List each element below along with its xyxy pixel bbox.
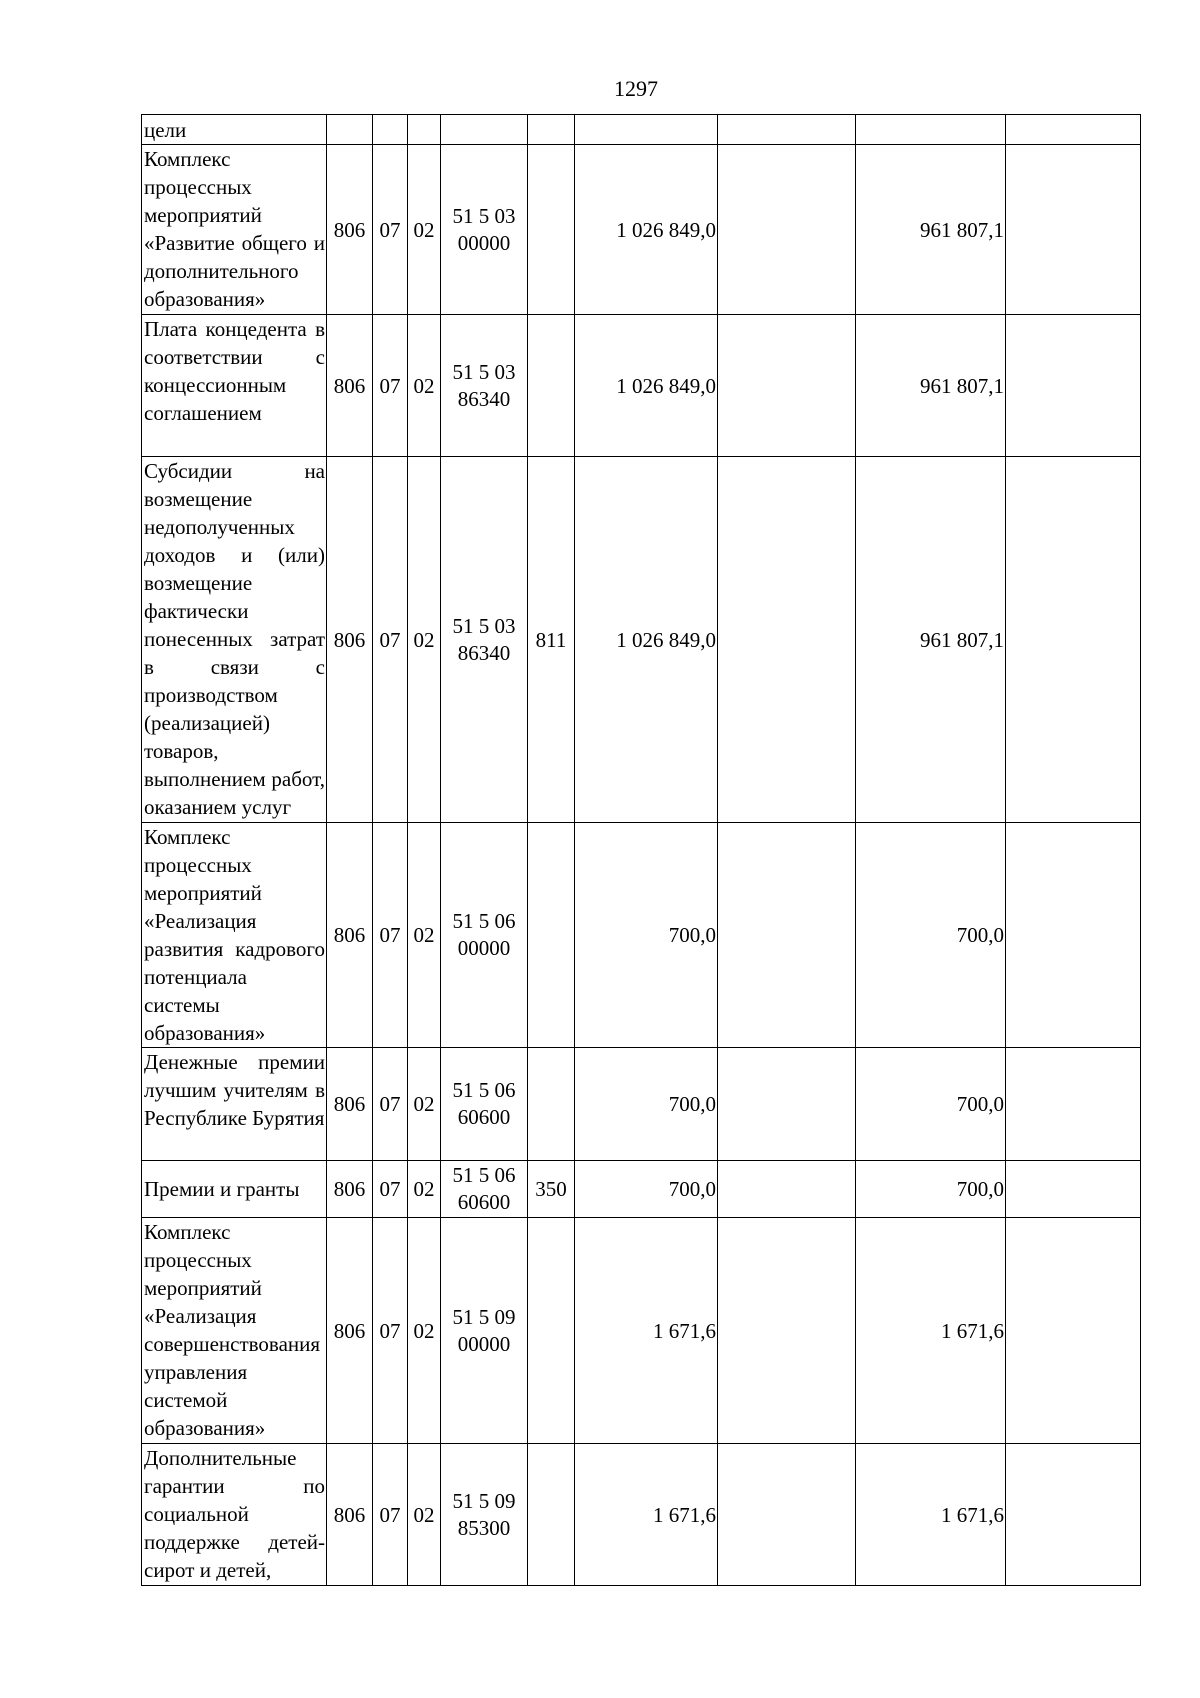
cell-col7: [718, 823, 856, 1048]
cell-sum1: 700,0: [575, 1048, 718, 1161]
cell-col7: [718, 1048, 856, 1161]
cell-col7: [718, 115, 856, 145]
cell-vr: [528, 115, 575, 145]
page-number: 1297: [614, 76, 658, 101]
cell-pr: 02: [408, 1218, 441, 1444]
cell-rz: 07: [373, 1444, 408, 1586]
cell-vr: [528, 1444, 575, 1586]
row-name: Комплекс процессных мероприятий «Развитие общего и дополнительного образования»: [142, 145, 327, 315]
cell-csr: 51 5 06 60600: [441, 1161, 528, 1218]
table-body: [142, 115, 1141, 1586]
cell-pr: 02: [408, 315, 441, 457]
cell-col7: [718, 315, 856, 457]
cell-pr: 02: [408, 457, 441, 823]
cell-sum2: 1 671,6: [856, 1218, 1006, 1444]
cell-col7: [718, 1218, 856, 1444]
cell-sum1: 700,0: [575, 823, 718, 1048]
cell-sum2: 961 807,1: [856, 457, 1006, 823]
cell-col9: [1006, 145, 1141, 315]
cell-col9: [1006, 823, 1141, 1048]
cell-col7: [718, 145, 856, 315]
cell-pr: 02: [408, 1048, 441, 1161]
cell-pr: 02: [408, 145, 441, 315]
row-name: Дополнительные гарантии по социальной поддержке детей-сирот и детей,: [142, 1444, 327, 1586]
cell-rz: [373, 115, 408, 145]
cell-sum1: 700,0: [575, 1161, 718, 1218]
cell-vr: [528, 315, 575, 457]
cell-sum1: [575, 115, 718, 145]
cell-vr: 811: [528, 457, 575, 823]
cell-col9: [1006, 1161, 1141, 1218]
table-row: [142, 823, 1141, 1048]
cell-csr: 51 5 03 86340: [441, 457, 528, 823]
cell-sum2: [856, 115, 1006, 145]
cell-csr: 51 5 09 00000: [441, 1218, 528, 1444]
cell-col9: [1006, 457, 1141, 823]
cell-sum1: 1 026 849,0: [575, 315, 718, 457]
cell-gr: 806: [327, 1218, 373, 1444]
cell-sum2: 700,0: [856, 823, 1006, 1048]
cell-csr: 51 5 06 60600: [441, 1048, 528, 1161]
cell-gr: 806: [327, 823, 373, 1048]
cell-gr: 806: [327, 315, 373, 457]
row-name: Субсидии на возмещение недополученных доходов и (или) возмещение фактически понесенных затрат в связи с производством (реализацией) товаров, выполнением работ, оказанием услуг: [142, 457, 327, 823]
cell-csr: 51 5 09 85300: [441, 1444, 528, 1586]
row-name: Премии и гранты: [142, 1161, 327, 1218]
cell-pr: 02: [408, 823, 441, 1048]
cell-rz: 07: [373, 315, 408, 457]
cell-csr: 51 5 03 86340: [441, 315, 528, 457]
row-name: цели: [142, 115, 327, 145]
cell-sum1: 1 671,6: [575, 1444, 718, 1586]
cell-pr: [408, 115, 441, 145]
cell-col9: [1006, 1444, 1141, 1586]
cell-vr: 350: [528, 1161, 575, 1218]
cell-rz: 07: [373, 1048, 408, 1161]
table-row: [142, 315, 1141, 457]
cell-rz: 07: [373, 457, 408, 823]
cell-rz: 07: [373, 1161, 408, 1218]
cell-col9: [1006, 115, 1141, 145]
cell-gr: 806: [327, 1444, 373, 1586]
cell-col9: [1006, 315, 1141, 457]
cell-sum2: 700,0: [856, 1161, 1006, 1218]
table-row: [142, 1444, 1141, 1586]
cell-vr: [528, 823, 575, 1048]
cell-sum2: 961 807,1: [856, 315, 1006, 457]
cell-pr: 02: [408, 1444, 441, 1586]
cell-sum2: 700,0: [856, 1048, 1006, 1161]
cell-col7: [718, 1161, 856, 1218]
row-name: Плата концедента в соответствии с концессионным соглашением: [142, 315, 327, 457]
cell-csr: 51 5 03 00000: [441, 145, 528, 315]
cell-csr: 51 5 06 00000: [441, 823, 528, 1048]
row-name: Комплекс процессных мероприятий «Реализация совершенствования управления системой образования»: [142, 1218, 327, 1444]
cell-col9: [1006, 1048, 1141, 1161]
cell-csr: [441, 115, 528, 145]
cell-gr: 806: [327, 1048, 373, 1161]
cell-col7: [718, 1444, 856, 1586]
table-row: [142, 115, 1141, 145]
cell-pr: 02: [408, 1161, 441, 1218]
cell-rz: 07: [373, 145, 408, 315]
cell-rz: 07: [373, 1218, 408, 1444]
cell-vr: [528, 1218, 575, 1444]
table-row: [142, 145, 1141, 315]
cell-col7: [718, 457, 856, 823]
table-row: [142, 1048, 1141, 1161]
table-row: [142, 1218, 1141, 1444]
table-row: [142, 1161, 1141, 1218]
cell-vr: [528, 145, 575, 315]
cell-sum2: 1 671,6: [856, 1444, 1006, 1586]
row-name: Денежные премии лучшим учителям в Республике Бурятия: [142, 1048, 327, 1161]
cell-col9: [1006, 1218, 1141, 1444]
row-name: Комплекс процессных мероприятий «Реализация развития кадрового потенциала системы образования»: [142, 823, 327, 1048]
cell-gr: 806: [327, 457, 373, 823]
table-row: [142, 457, 1141, 823]
cell-sum1: 1 671,6: [575, 1218, 718, 1444]
cell-gr: 806: [327, 1161, 373, 1218]
cell-rz: 07: [373, 823, 408, 1048]
cell-sum1: 1 026 849,0: [575, 457, 718, 823]
cell-sum1: 1 026 849,0: [575, 145, 718, 315]
cell-sum2: 961 807,1: [856, 145, 1006, 315]
cell-gr: 806: [327, 145, 373, 315]
cell-gr: [327, 115, 373, 145]
budget-table: [141, 114, 1141, 1586]
cell-vr: [528, 1048, 575, 1161]
